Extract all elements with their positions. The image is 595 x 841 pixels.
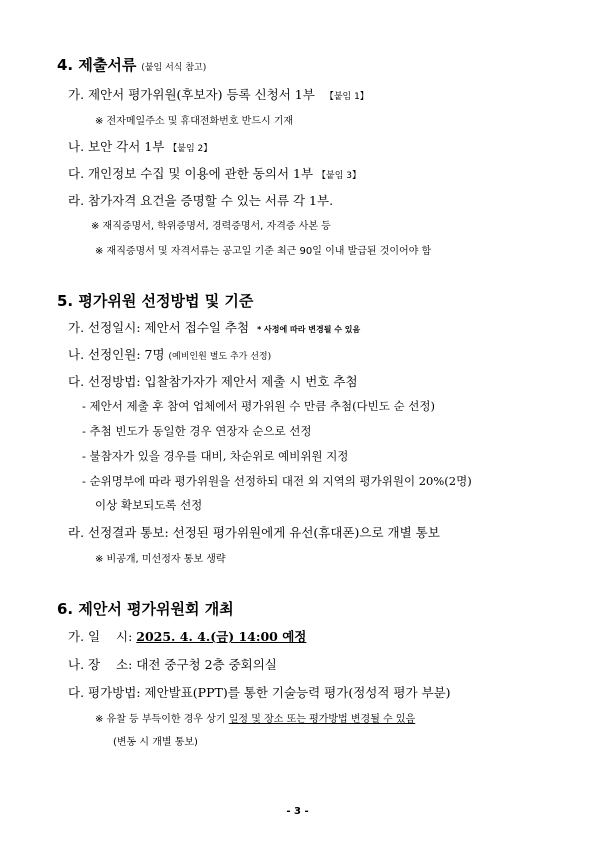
s6-item-da: 다. 평가방법: 제안발표(PPT)를 통한 기술능력 평가(정성적 평가 부분) (68, 685, 451, 700)
s4-na-tag: 【붙임 2】 (168, 144, 213, 154)
s5-na-note: (예비인원 별도 추가 선정) (168, 352, 272, 362)
s5-item-na: 나. 선정인원: 7명 (예비인원 별도 추가 선정) (68, 347, 272, 362)
section-4-title-note: (붙임 서식 참고) (141, 63, 207, 73)
s5-bullet-1: - 제안서 제출 후 참여 업체에서 평가위원 수 만큼 추첨(다빈도 순 선정) (82, 399, 436, 413)
s6-item-na: 나. 장 소: 대전 중구청 2층 중회의실 (68, 657, 277, 672)
s5-bullet-2: - 추첨 빈도가 동일한 경우 연장자 순으로 선정 (82, 424, 312, 438)
s5-item-ra: 라. 선정결과 통보: 선정된 평가위원에게 유선(휴대폰)으로 개별 통보 (68, 525, 440, 540)
section-4-title: 4. 제출서류 (붙임 서식 참고) (57, 56, 207, 74)
section-6-title: 6. 제안서 평가위원회 개최 (57, 600, 234, 618)
s5-ga-note: * 사정에 따라 변경될 수 있음 (257, 325, 361, 334)
s4-item-na: 나. 보안 각서 1부 【붙임 2】 (68, 139, 213, 154)
section-5-title: 5. 평가위원 선정방법 및 기준 (57, 292, 254, 310)
s6-item-ga: 가. 일 시: 2025. 4. 4.(금) 14:00 예정 (68, 629, 307, 644)
page-number: - 3 - (286, 806, 309, 817)
s5-bullet-3: - 불참자가 있을 경우를 대비, 차순위로 예비위원 지정 (82, 449, 349, 463)
s4-ra-note-2: ※ 재직증명서 및 자격서류는 공고일 기준 최근 90일 이내 발급된 것이어야 함 (95, 246, 432, 257)
s4-item-da: 다. 개인정보 수집 및 이용에 관한 동의서 1부 【붙임 3】 (68, 166, 362, 181)
s6-date-value: 2025. 4. 4.(금) 14:00 예정 (136, 629, 307, 644)
s4-ga-note: ※ 전자메일주소 및 휴대전화번호 반드시 기재 (95, 116, 294, 127)
s5-item-ga: 가. 선정일시: 제안서 접수일 추첨 * 사정에 따라 변경될 수 있음 (68, 320, 361, 335)
s6-note-cont: (변동 시 개별 통보) (113, 737, 198, 748)
s6-note: ※ 유찰 등 부득이한 경우 상기 일정 및 장소 또는 평가방법 변경될 수 있음 (95, 714, 416, 725)
s4-item-ga: 가. 제안서 평가위원(후보자) 등록 신청서 1부 【붙임 1】 (68, 87, 369, 102)
s5-bullet-4: - 순위명부에 따라 평가위원을 선정하되 대전 외 지역의 평가위원이 20%(2명) (82, 474, 472, 488)
s6-note-underlined: 일정 및 장소 또는 평가방법 변경될 수 있음 (228, 714, 416, 725)
s4-item-ra: 라. 참가자격 요건을 증명할 수 있는 서류 각 1부. (68, 193, 334, 208)
s4-da-tag: 【붙임 3】 (317, 171, 362, 181)
s5-bullet-4-cont: 이상 확보되도록 선정 (95, 498, 203, 512)
s4-ra-note-1: ※ 재직증명서, 학위증명서, 경력증명서, 자격증 사본 등 (91, 221, 331, 232)
s4-ga-tag: 【붙임 1】 (324, 92, 369, 102)
s5-ra-note: ※ 비공개, 미선정자 통보 생략 (95, 554, 226, 565)
s5-item-da: 다. 선정방법: 입찰참가자가 제안서 제출 시 번호 추첨 (68, 374, 358, 389)
